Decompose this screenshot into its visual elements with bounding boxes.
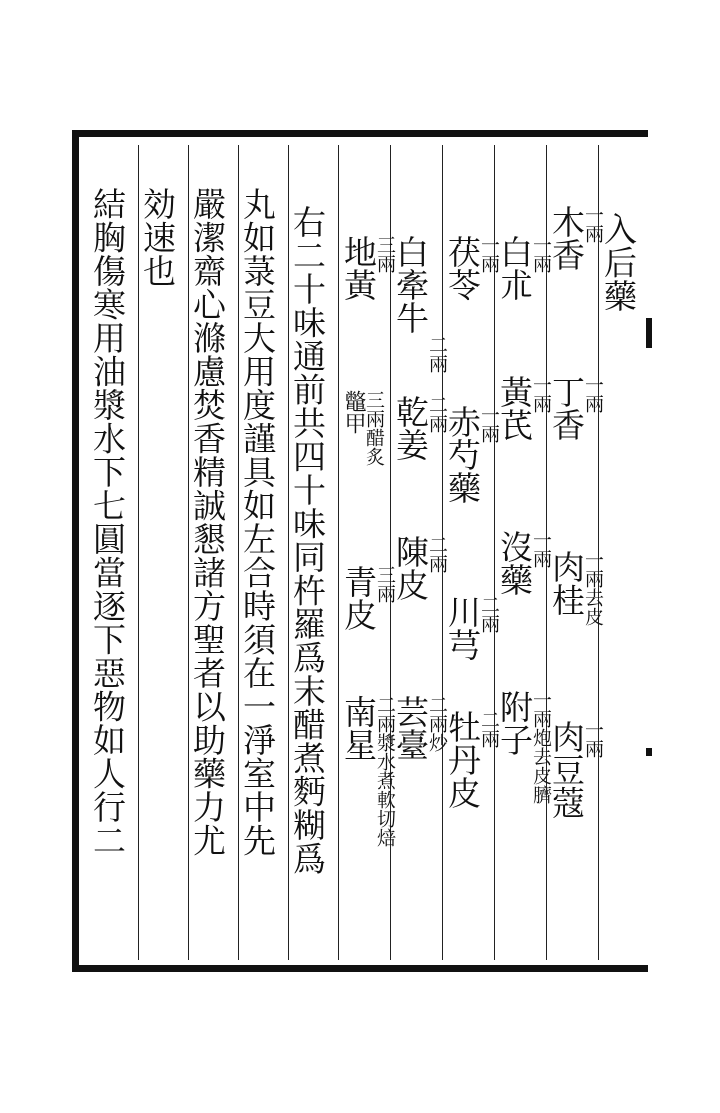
ingredient-name: 川芎 xyxy=(443,595,482,661)
ingredient-note: 一兩 xyxy=(582,720,604,758)
ingredient xyxy=(547,205,604,271)
ingredient-name: 地黃 xyxy=(339,235,378,301)
ingredient xyxy=(342,390,390,466)
ingredient-note: 一兩 xyxy=(478,405,500,443)
ingredient-name: 肉豆蔻 xyxy=(547,720,586,819)
section-heading: 入后藥 xyxy=(599,212,638,313)
ingredient xyxy=(495,235,552,301)
ingredient-name: 赤芍藥 xyxy=(443,405,482,504)
body-text: 結胸傷寒用油漿水下七圓當逐下惡物如人行二 xyxy=(88,187,127,857)
ingredient xyxy=(339,565,396,631)
ingredient-name: 芸臺 xyxy=(391,695,430,761)
ingredient-note: 二兩 xyxy=(478,595,500,633)
ingredient xyxy=(443,710,500,809)
column-ingredients-5 xyxy=(339,185,396,965)
ingredient-name: 附子 xyxy=(495,690,534,756)
ingredient-name: 南星 xyxy=(339,695,378,761)
column-text-3 xyxy=(188,187,239,967)
column-ingredients-1 xyxy=(547,185,604,965)
ingredient-note: 二兩 xyxy=(426,335,448,373)
ingredient xyxy=(547,550,604,626)
ingredient-note: 三兩 xyxy=(374,565,396,603)
ingredient-note: 二兩漿水煮軟切焙 xyxy=(374,695,396,847)
ingredient xyxy=(443,235,500,301)
ingredient-note: 二兩 xyxy=(426,535,448,573)
ingredient-name: 鼈甲 xyxy=(341,390,366,434)
ingredient-name: 木香 xyxy=(547,205,586,271)
body-text: 丸如菉豆大用度謹具如左合時須在一淨室中先 xyxy=(238,187,277,857)
ingredient-name: 茯苓 xyxy=(443,235,482,301)
ingredient xyxy=(391,235,448,373)
ingredient-note: 一兩 xyxy=(478,235,500,273)
ingredient-name: 肉桂 xyxy=(547,550,586,616)
body-text: 右二十味通前共四十味同杵羅爲末醋煮麪糊爲 xyxy=(288,205,327,875)
ingredient xyxy=(339,695,396,875)
ingredient xyxy=(495,690,552,880)
column-text-2 xyxy=(238,187,289,967)
ingredient-name: 牡丹皮 xyxy=(443,710,482,809)
ingredient-note: 一兩 xyxy=(582,205,604,243)
ingredient-name: 丁香 xyxy=(547,375,586,441)
ingredient xyxy=(547,720,604,819)
ingredient-name: 白牽牛 xyxy=(391,235,430,334)
ingredient xyxy=(339,235,396,301)
ingredient-note: 一兩 xyxy=(530,235,552,273)
ingredient xyxy=(443,595,500,661)
ingredient-note: 三兩 xyxy=(374,235,396,273)
ingredient-note: 二兩炒 xyxy=(426,695,448,752)
ingredient-name: 黃芪 xyxy=(495,375,534,441)
ingredient-note: 一兩炮去皮臍 xyxy=(530,690,552,804)
ingredient-name: 沒藥 xyxy=(495,530,534,596)
ingredient-note: 一兩去皮 xyxy=(582,550,604,626)
column-ingredients-3 xyxy=(443,185,500,965)
ingredient-note: 一兩 xyxy=(530,375,552,413)
column-heading xyxy=(599,212,650,992)
column-text-1 xyxy=(288,205,339,985)
ingredient xyxy=(547,375,604,441)
column-ingredients-4 xyxy=(391,185,448,965)
ingredient-name: 陳皮 xyxy=(391,535,430,601)
ingredient-name: 乾姜 xyxy=(391,395,430,461)
body-text: 効速也 xyxy=(138,187,177,288)
ingredient-note: 一兩 xyxy=(530,530,552,568)
ingredient-note: 二兩 xyxy=(426,395,448,433)
ingredient-note: 二兩 xyxy=(478,710,500,748)
column-ingredients-2 xyxy=(495,185,552,965)
ingredient xyxy=(391,535,448,601)
ingredient-name: 白朮 xyxy=(495,235,534,301)
ingredient-name: 青皮 xyxy=(339,565,378,631)
ingredient xyxy=(391,695,448,761)
ingredient xyxy=(495,375,552,441)
ingredient xyxy=(443,405,500,504)
body-text: 嚴潔齋心滌慮焚香精誠懇諸方聖者以助藥力尤 xyxy=(188,187,227,857)
column-text-4 xyxy=(138,187,189,967)
ingredient xyxy=(391,395,448,461)
ingredient xyxy=(495,530,552,596)
ingredient-note: 一兩 xyxy=(582,375,604,413)
column-text-5 xyxy=(88,187,139,967)
ingredient-note: 三兩醋炙 xyxy=(363,390,385,466)
